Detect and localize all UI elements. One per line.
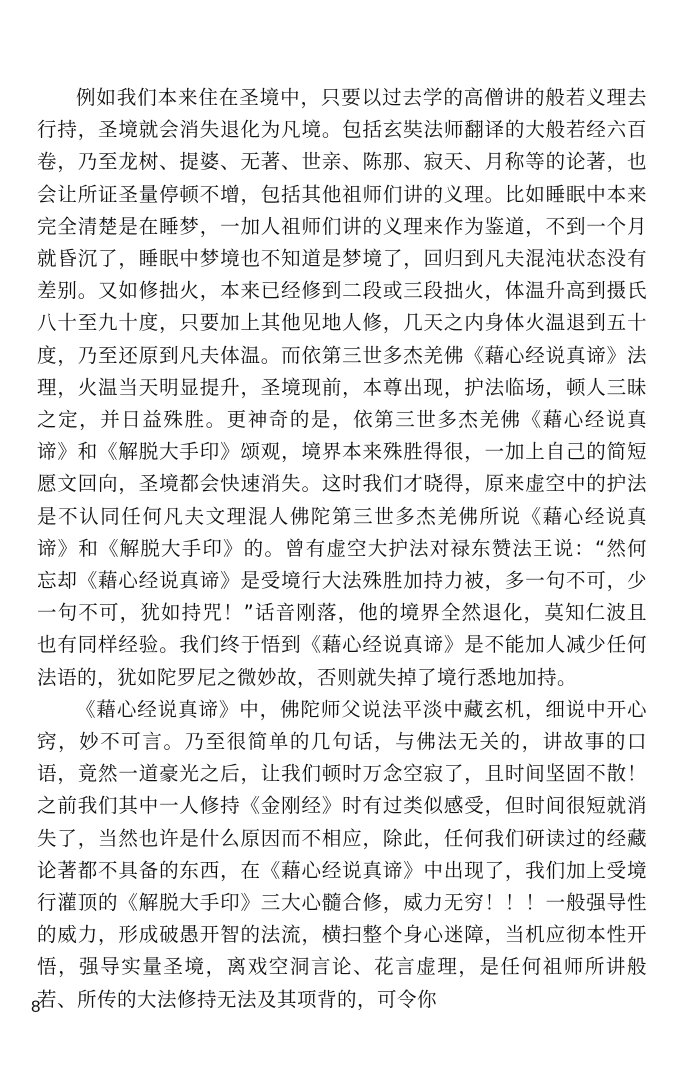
paragraph: 例如我们本来住在圣境中，只要以过去学的高僧讲的般若义理去行持，圣境就会消失退化为凡境。包括玄奘法师翻译的大般若经六百卷，乃至龙树、提婆、无著、世亲、陈那、寂天、月称等的论著，也会让所证圣量停顿不增，包括其他祖师们讲的义理。比如睡眠中本来完全清楚是在睡梦，一加人祖师们讲的义理来作为鉴道，不到一个月就昏沉了，睡眠中梦境也不知道是梦境了，回归到凡夫混沌状态没有差别。又如修拙火，本来已经修到二段或三段拙火，体温升高到摄氏八十至九十度，只要加上其他见地人修，几天之内身体火温退到五十度，乃至还原到凡夫体温。而依第三世多杰羌佛《藉心经说真谛》法理，火温当天明显提升，圣境现前，本尊出现，护法临场，顿人三昧之定，并日益殊胜。更神奇的是，依第三世多杰羌佛《藉心经说真谛》和《解脱大手印》颂观，境界本来殊胜得很，一加上自己的简短愿文回向，圣境都会快速消失。这时我们才晓得，原来虚空中的护法是不认同任何凡夫文理混人佛陀第三世多杰羌佛所说《藉心经说真谛》和《解脱大手印》的。曾有虚空大护法对禄东赞法王说：“然何忘却《藉心经说真谛》是受境行大法殊胜加持力被，多一句不可，少一句不可，犹如持咒！”话音刚落，他的境界全然退化，莫知仁波且也有同样经验。我们终于悟到《藉心经说真谛》是不能加人减少任何法语的，犹如陀罗尼之微妙故，否则就失掉了境行悉地加持。 — [37, 86, 647, 689]
paragraph: 《藉心经说真谛》中，佛陀师父说法平淡中藏玄机，细说中开心窍，妙不可言。乃至很简单的几句话，与佛法无关的，讲故事的口语，竟然一道豪光之后，让我们顿时万念空寂了，且时间坚固不散！之前我们其中一人修持《金刚经》时有过类似感受，但时间很短就消失了，当然也许是什么原因而不相应，除此，任何我们研读过的经藏论著都不具备的东西，在《藉心经说真谛》中出现了，我们加上受境行灌顶的《解脱大手印》三大心髓合修，威力无穷！！！一般强导性的威力，形成破愚开智的法流，横扫整个身心迷障，当机应彻本性开悟，强导实量圣境，离戏空洞言论、花言虚理，是任何祖师所讲般若、所传的大法修持无法及其项背的，可令你 — [37, 697, 647, 1011]
body-text — [37, 82, 647, 1016]
page-number: 8 — [31, 997, 41, 1016]
